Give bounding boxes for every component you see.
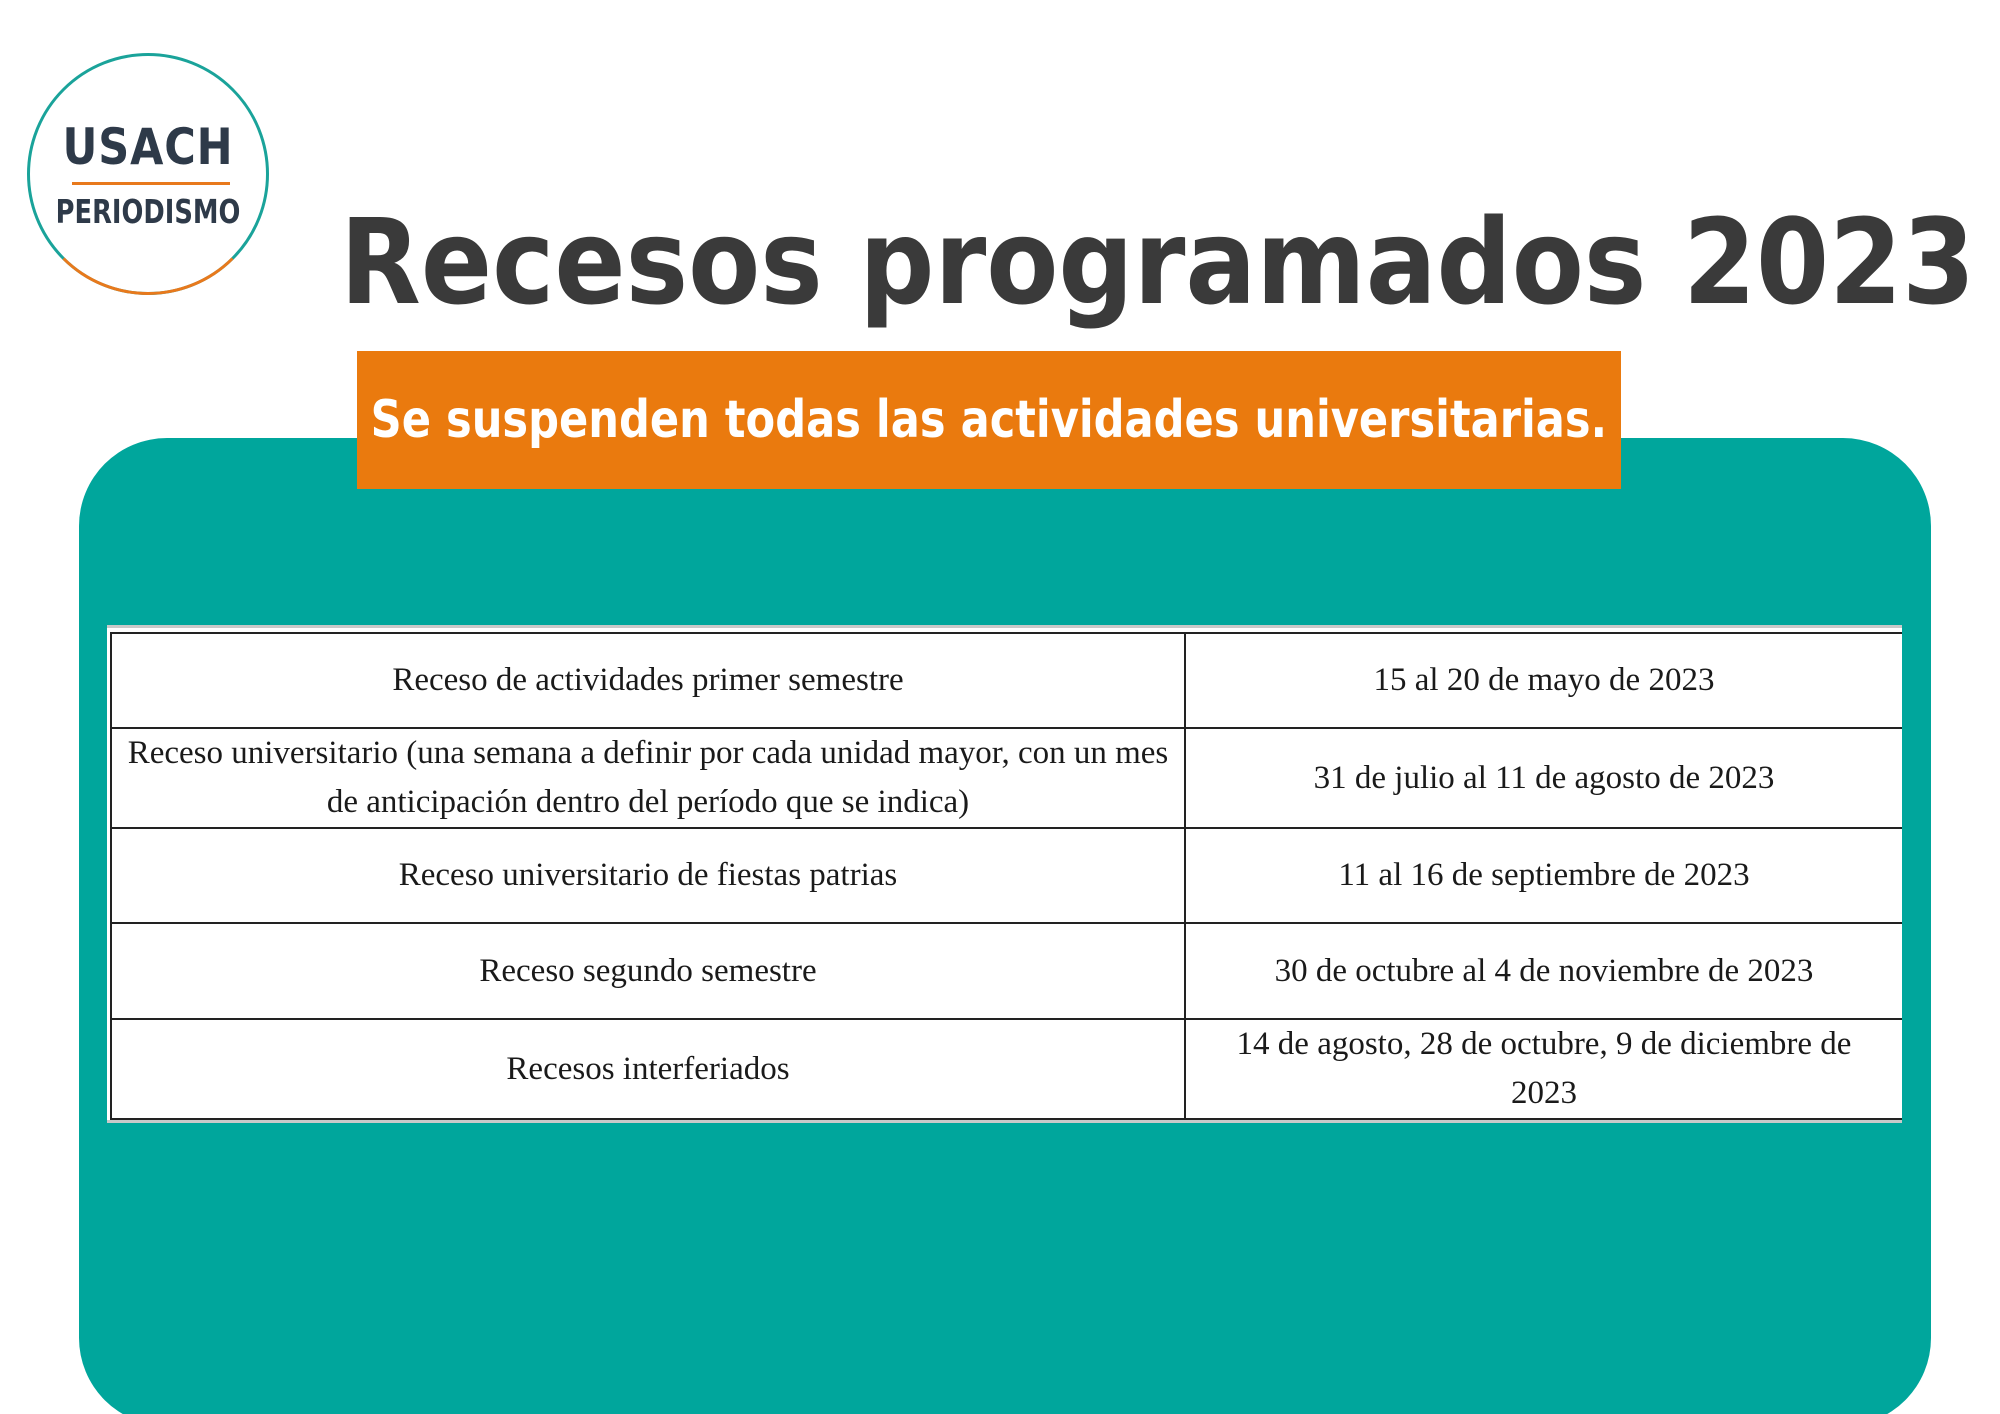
row-date: 15 al 20 de mayo de 2023	[1185, 633, 1902, 728]
row-date: 31 de julio al 11 de agosto de 2023	[1185, 728, 1902, 828]
notice-banner	[357, 351, 1621, 489]
table-row	[111, 633, 1902, 728]
row-date: 30 de octubre al 4 de noviembre de 2023	[1185, 923, 1902, 1019]
table-row	[111, 923, 1902, 1019]
logo-periodismo-text: PERIODISMO	[55, 192, 241, 231]
row-label: Receso universitario (una semana a definir por cada unidad mayor, con un mes de anticipación dentro del período que se indica)	[111, 728, 1185, 828]
logo-usach-text: USACH	[62, 118, 234, 176]
schedule-table	[110, 632, 1902, 1120]
table-row	[111, 828, 1902, 923]
row-date: 14 de agosto, 28 de octubre, 9 de diciembre de 2023	[1185, 1019, 1902, 1119]
row-label: Recesos interferiados	[111, 1019, 1185, 1119]
page-title: Recesos programados 2023	[340, 193, 1976, 331]
notice-banner-text: Se suspenden todas las actividades universitarias.	[370, 390, 1608, 450]
schedule-table-container	[107, 625, 1902, 1123]
row-label: Receso segundo semestre	[111, 923, 1185, 1019]
table-row	[111, 728, 1902, 828]
logo-divider	[72, 182, 230, 185]
row-label: Receso universitario de fiestas patrias	[111, 828, 1185, 923]
row-label: Receso de actividades primer semestre	[111, 633, 1185, 728]
table-row	[111, 1019, 1902, 1119]
row-date: 11 al 16 de septiembre de 2023	[1185, 828, 1902, 923]
